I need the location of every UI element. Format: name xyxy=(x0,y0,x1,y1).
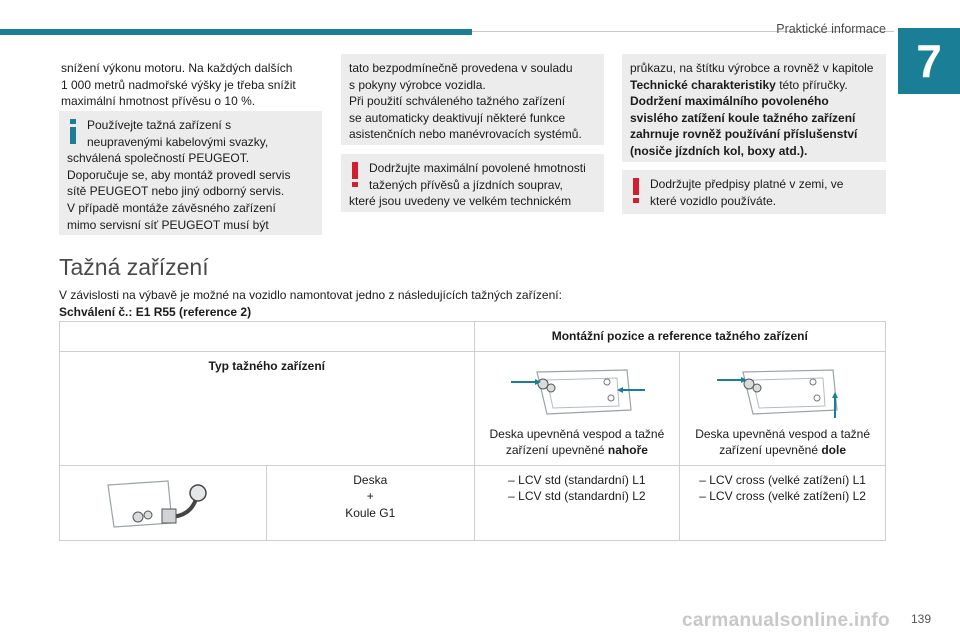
warning-note xyxy=(622,170,886,214)
info-icon xyxy=(67,119,79,147)
info-note xyxy=(59,111,322,235)
info-line: Používejte tažná zařízení s xyxy=(87,118,232,132)
warning-icon xyxy=(630,178,642,206)
bold-reference: Technické charakteristiky xyxy=(630,77,776,92)
col1-line: snížení výkonu motoru. Na každých dalších xyxy=(61,61,293,75)
label-bold: dole xyxy=(821,443,846,457)
tow-type-line: + xyxy=(366,489,374,503)
tow-type-line: Koule G1 xyxy=(345,505,396,520)
label-text: zařízení upevněné xyxy=(719,443,822,457)
warning-line: Dodržujte předpisy platné v zemi, ve xyxy=(650,177,844,191)
cell-models-bottom xyxy=(680,465,886,540)
label-bold: nahoře xyxy=(607,443,648,457)
info-line: tato bezpodmínečně provedena v souladu xyxy=(349,61,573,75)
header-accent-bar xyxy=(0,29,472,35)
tow-type-text xyxy=(267,466,474,540)
box-line xyxy=(630,126,876,143)
warning-note-continued xyxy=(622,54,886,162)
col1-paragraph xyxy=(61,60,323,110)
model-line: – LCV std (standardní) L1 xyxy=(508,472,646,487)
info-line: sítě PEUGEOT nebo jiný odborný servis. xyxy=(67,184,285,199)
watermark: carmanualsonline.info xyxy=(682,610,890,631)
position-bottom-label-2 xyxy=(686,442,879,459)
info-note-continued xyxy=(341,54,604,145)
info-line: neupravenými kabelovými svazky, xyxy=(87,134,269,149)
tow-plate-top-illustration xyxy=(507,362,647,420)
table-row xyxy=(60,351,886,465)
warning-line: Dodržujte maximální povolené hmotnosti xyxy=(369,161,586,175)
label-text: zařízení upevněné xyxy=(505,443,608,457)
warning-line: které vozidlo používáte. xyxy=(650,193,777,208)
info-line: se automaticky deaktivují některé funkce xyxy=(349,110,566,125)
model-line: – LCV std (standardní) L2 xyxy=(508,489,646,503)
tow-ball-illustration xyxy=(98,473,228,533)
info-line: mimo servisní síť PEUGEOT musí být xyxy=(67,217,269,232)
position-bottom-label: Deska upevněná vespod a tažné xyxy=(695,426,871,441)
bold-line: (nosiče jízdních kol, boxy atd.). xyxy=(630,143,808,158)
box-text: této příručky. xyxy=(775,77,848,92)
row-type-cell xyxy=(60,465,475,540)
cell-models-top xyxy=(474,465,680,540)
bold-line: Dodržení maximálního povoleného xyxy=(630,94,829,109)
info-line: Doporučuje se, aby montáž provedl servis xyxy=(67,167,291,182)
model-line: – LCV cross (velké zatížení) L1 xyxy=(699,472,866,487)
chapter-title: Praktické informace xyxy=(776,22,886,36)
tow-ball-image-cell xyxy=(60,466,267,540)
box-line xyxy=(630,110,876,127)
header-mount-positions: Montážní pozice a reference tažného zařízení xyxy=(474,322,885,352)
position-top-label: Deska upevněná vespod a tažné xyxy=(489,426,665,441)
bold-line: zahrnuje rovněž používání příslušenství xyxy=(630,127,858,142)
col1-line: maximální hmotnost přívěsu o 10 %. xyxy=(61,94,256,109)
chapter-number-tab: 7 xyxy=(898,28,960,94)
tow-bar-table xyxy=(59,321,886,541)
info-line: Při použití schváleného tažného zařízení xyxy=(349,94,566,109)
cell-plate-bottom xyxy=(680,351,886,465)
position-top-label-2 xyxy=(481,442,674,459)
intro-text: V závislosti na výbavě je možné na vozidlo namontovat jedno z následujících tažných zařízení: xyxy=(59,288,562,302)
info-line: s pokyny výrobce vozidla. xyxy=(349,77,486,92)
cell-plate-top xyxy=(474,351,680,465)
tow-type-line: Deska xyxy=(353,472,388,487)
section-intro xyxy=(59,287,562,320)
warning-icon xyxy=(349,162,361,190)
box-line xyxy=(630,77,876,94)
bold-line: svislého zatížení koule tažného zařízení xyxy=(630,110,856,125)
box-line: průkazu, na štítku výrobce a rovněž v kapitole xyxy=(630,61,874,75)
approval-number: Schválení č.: E1 R55 (reference 2) xyxy=(59,304,252,319)
table-row xyxy=(60,465,886,540)
tow-plate-bottom-illustration xyxy=(713,362,853,420)
section-title: Tažná zařízení xyxy=(59,254,209,280)
info-line: asistenčních nebo manévrovacích systémů. xyxy=(349,127,582,142)
box-line xyxy=(630,93,876,110)
table-header-row xyxy=(60,322,886,352)
table-cell-empty xyxy=(60,322,475,352)
box-line xyxy=(630,143,876,160)
warning-line: které jsou uvedeny ve velkém technickém xyxy=(349,194,572,209)
page-number: 139 xyxy=(911,612,932,626)
info-line: V případě montáže závěsného zařízení xyxy=(67,200,276,215)
warning-note xyxy=(341,154,604,212)
warning-line: tažených přívěsů a jízdních souprav, xyxy=(369,177,563,192)
header-tow-type: Typ tažného zařízení xyxy=(60,351,475,465)
info-line: schválená společností PEUGEOT. xyxy=(67,151,250,166)
model-line: – LCV cross (velké zatížení) L2 xyxy=(699,489,866,503)
col1-line: 1 000 metrů nadmořské výšky je třeba snížit xyxy=(61,77,296,92)
